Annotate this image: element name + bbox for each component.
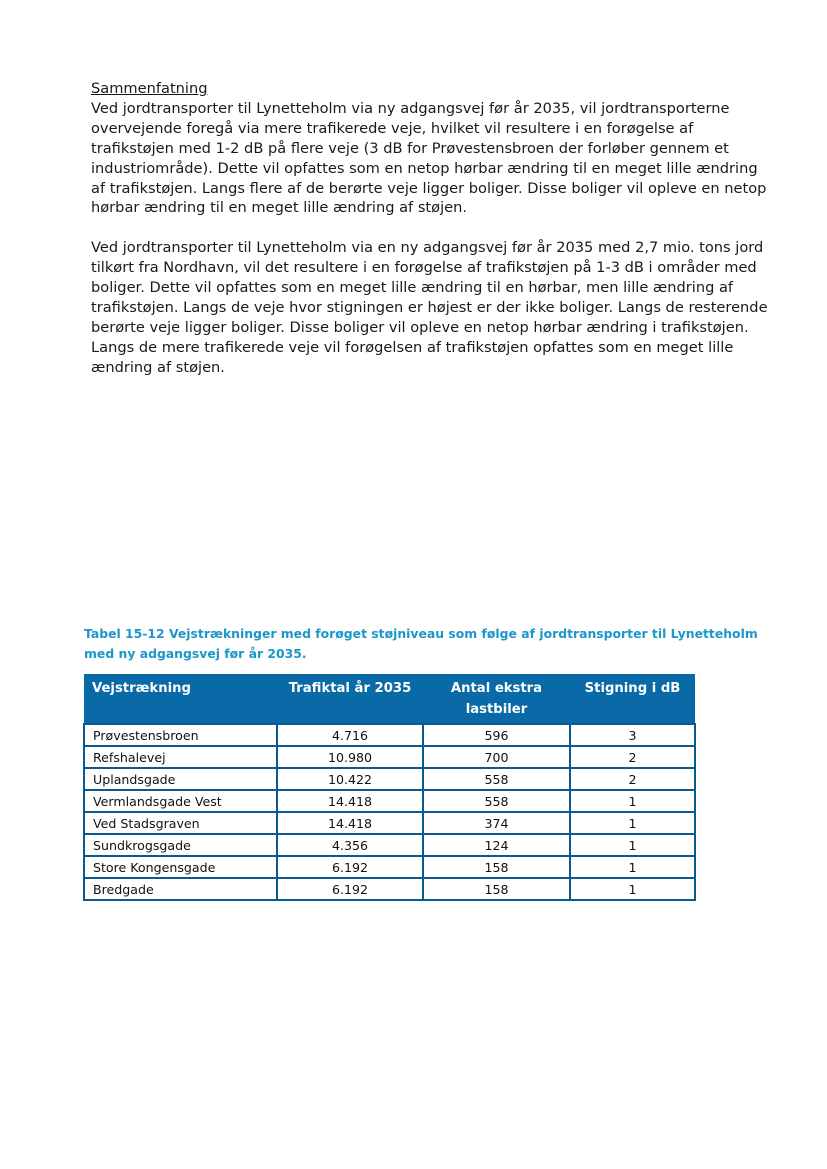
column-header-increase-db: Stigning i dB bbox=[570, 674, 695, 724]
cell-road: Bredgade bbox=[84, 878, 277, 900]
cell-extra-trucks: 596 bbox=[423, 724, 570, 746]
cell-traffic: 6.192 bbox=[277, 878, 423, 900]
cell-traffic: 14.418 bbox=[277, 812, 423, 834]
cell-increase-db: 1 bbox=[570, 856, 695, 878]
cell-increase-db: 2 bbox=[570, 768, 695, 790]
cell-extra-trucks: 124 bbox=[423, 834, 570, 856]
cell-extra-trucks: 158 bbox=[423, 878, 570, 900]
cell-increase-db: 2 bbox=[570, 746, 695, 768]
cell-traffic: 10.422 bbox=[277, 768, 423, 790]
column-header-extra-trucks: Antal ekstra lastbiler bbox=[423, 674, 570, 724]
cell-traffic: 6.192 bbox=[277, 856, 423, 878]
table-row bbox=[84, 790, 695, 812]
cell-increase-db: 1 bbox=[570, 878, 695, 900]
cell-road: Ved Stadsgraven bbox=[84, 812, 277, 834]
cell-road: Vermlandsgade Vest bbox=[84, 790, 277, 812]
table-row bbox=[84, 724, 695, 746]
road-noise-table bbox=[83, 674, 696, 901]
table-row bbox=[84, 746, 695, 768]
table-caption: Tabel 15-12 Vejstrækninger med forøget støjniveau som følge af jordtransporter til Lynetteholm med ny adgangsvej før år 2035. bbox=[84, 626, 758, 661]
cell-traffic: 4.356 bbox=[277, 834, 423, 856]
table-row bbox=[84, 856, 695, 878]
table-row bbox=[84, 878, 695, 900]
cell-extra-trucks: 700 bbox=[423, 746, 570, 768]
cell-increase-db: 3 bbox=[570, 724, 695, 746]
cell-road: Sundkrogsgade bbox=[84, 834, 277, 856]
cell-extra-trucks: 158 bbox=[423, 856, 570, 878]
cell-extra-trucks: 558 bbox=[423, 790, 570, 812]
cell-extra-trucks: 374 bbox=[423, 812, 570, 834]
section-heading: Sammenfatning bbox=[91, 80, 208, 97]
summary-section bbox=[91, 79, 771, 398]
cell-road: Uplandsgade bbox=[84, 768, 277, 790]
cell-road: Refshalevej bbox=[84, 746, 277, 768]
cell-road: Store Kongensgade bbox=[84, 856, 277, 878]
cell-increase-db: 1 bbox=[570, 812, 695, 834]
cell-traffic: 14.418 bbox=[277, 790, 423, 812]
cell-extra-trucks: 558 bbox=[423, 768, 570, 790]
table-row bbox=[84, 768, 695, 790]
cell-increase-db: 1 bbox=[570, 834, 695, 856]
column-header-road: Vejstrækning bbox=[84, 674, 277, 724]
cell-increase-db: 1 bbox=[570, 790, 695, 812]
table-header-row bbox=[84, 674, 695, 724]
summary-paragraph-2: Ved jordtransporter til Lynetteholm via en ny adgangsvej før år 2035 med 2,7 mio. tons jord tilkørt fra Nordhavn, vil det resultere i en forøgelse af trafikstøjen på 1-3 dB i områder med boliger. Dette vil opfattes som en meget lille ændring til en hørbar, men lille ændring af trafikstøjen. Langs de veje hvor stigningen er højest er der ikke boliger. Langs de resterende berørte veje ligger boliger. Disse boliger vil opleve en netop hørbar ændring i trafikstøjen. Langs de mere trafikerede veje vil forøgelsen af trafikstøjen opfattes som en meget lille ændring af støjen. bbox=[91, 239, 768, 376]
cell-traffic: 10.980 bbox=[277, 746, 423, 768]
column-header-traffic: Trafiktal år 2035 bbox=[277, 674, 423, 724]
cell-traffic: 4.716 bbox=[277, 724, 423, 746]
table-row bbox=[84, 834, 695, 856]
table-row bbox=[84, 812, 695, 834]
summary-paragraph-1: Ved jordtransporter til Lynetteholm via ny adgangsvej før år 2035, vil jordtransporterne overvejende foregå via mere trafikerede veje, hvilket vil resultere i en forøgelse af trafikstøjen med 1-2 dB på flere veje (3 dB for Prøvestensbroen der forløber gennem et industriområde). Dette vil opfattes som en netop hørbar ændring til en meget lille ændring af trafikstøjen. Langs flere af de berørte veje ligger boliger. Disse boliger vil opleve en netop hørbar ændring til en meget lille ændring af støjen. bbox=[91, 99, 767, 217]
cell-road: Prøvestensbroen bbox=[84, 724, 277, 746]
